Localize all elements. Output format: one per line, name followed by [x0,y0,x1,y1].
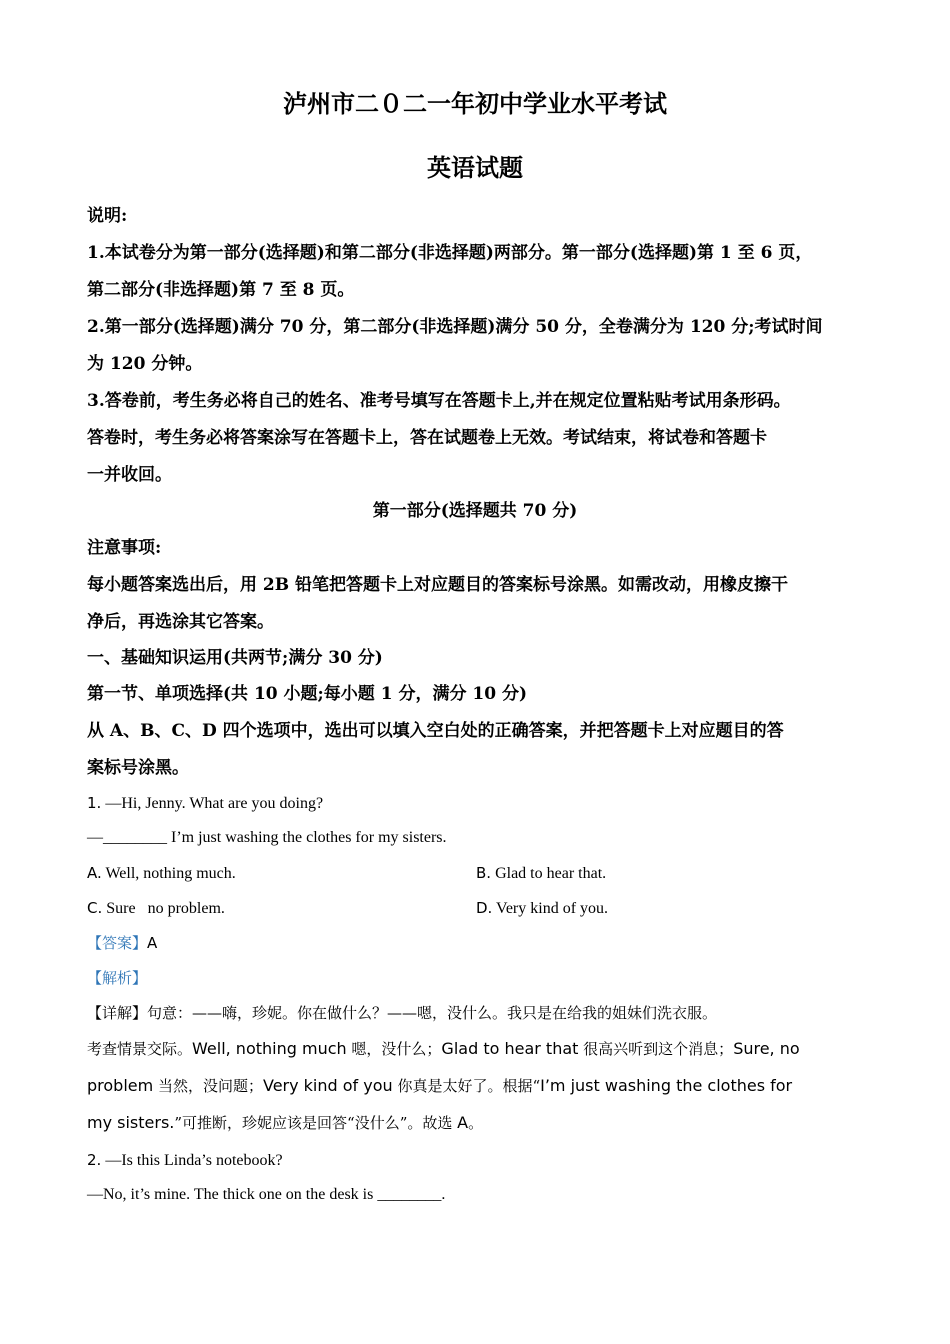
notice-line: 每小题答案选出后，用 2B 铅笔把答题卡上对应题目的答案标号涂黑。如需改动，用橡皮擦干 [87,575,789,595]
expl-english: I’m just washing the clothes for [540,1076,793,1095]
option-text: Glad to hear that. [495,865,607,882]
question-line: —Hi, Jenny. What are you doing? [105,795,324,812]
explanation-line [87,1075,792,1097]
question-line: —Is this Linda’s notebook? [105,1152,283,1169]
subsection-heading: 第一节、单项选择(共 10 小题;每小题 1 分，满分 10 分) [87,684,528,704]
instruction-line: 一并收回。 [87,465,172,485]
page-subtitle: 英语试题 [427,153,523,182]
direction-line: 从 A、B、C、D 四个选项中，选出可以填入空白处的正确答案，并把答题卡上对应题目的答 [87,721,784,741]
expl-text: 你真是太好了。根据“ [392,1077,541,1095]
expl-text: 很高兴听到这个消息； [578,1040,734,1058]
section-heading: 一、基础知识运用(共两节;满分 30 分) [87,648,383,668]
expl-english: problem [87,1076,154,1095]
explanation-line [87,1112,483,1134]
instruction-line: 1.本试卷分为第一部分(选择题)和第二部分(非选择题)两部分。第一部分(选择题)第 1 至 6 页， [87,243,813,263]
notice-heading: 注意事项: [87,538,162,558]
option-a [87,862,236,885]
expl-text: ”可推断，珍妮应该是回答“没什么”。故选 [174,1114,458,1132]
instruction-line: 3.答卷前，考生务必将自己的姓名、准考号填写在答题卡上,并在规定位置粘贴考试用条形码。 [87,391,791,411]
option-text: Sure no problem. [106,900,225,917]
instructions-heading: 说明: [87,206,128,226]
question-number: 1. [87,794,102,812]
explanation-line [87,1038,865,1060]
expl-text: 嗯，没什么； [346,1040,442,1058]
option-text: Well, nothing much. [105,865,236,882]
option-c [87,897,225,920]
option-letter: A. [87,864,102,882]
option-text: Very kind of you. [496,900,609,917]
detail-line [87,1002,717,1024]
expl-english: Well, nothing much [192,1039,347,1058]
expl-english: my sisters. [87,1113,175,1132]
expl-english: Glad to hear that [441,1039,579,1058]
analysis-tag: 【解析】 [87,969,148,987]
instruction-line: 答卷时，考生务必将答案涂写在答题卡上，答在试题卷上无效。考试结束，将试卷和答题卡 [87,428,767,448]
answer-line [87,932,157,954]
expl-english: A [457,1113,469,1132]
expl-english: Sure, no [733,1039,800,1058]
part1-heading: 第一部分(选择题共 70 分) [372,501,578,521]
answer-tag: 【答案】 [87,934,148,952]
question-number: 2. [87,1151,102,1169]
option-letter: D. [476,899,493,917]
page-title: 泸州市二０二一年初中学业水平考试 [283,89,667,118]
option-letter: B. [476,864,492,882]
question-line: —No, it’s mine. The thick one on the desk is ________. [87,1186,446,1203]
direction-line: 案标号涂黑。 [87,758,189,778]
question-line: —________ I’m just washing the clothes for my sisters. [87,829,447,846]
notice-line: 净后，再选涂其它答案。 [87,612,274,632]
instruction-line: 为 120 分钟。 [87,354,203,374]
answer-value: A [147,934,158,952]
question-2 [87,1149,283,1172]
option-letter: C. [87,899,103,917]
detail-text: 句意：——嗨，珍妮。你在做什么？——嗯，没什么。我只是在给我的姐妹们洗衣服。 [147,1004,718,1022]
expl-english: Very kind of you [262,1076,393,1095]
question-1 [87,792,323,815]
option-b [476,862,606,885]
instruction-line: 第二部分(非选择题)第 7 至 8 页。 [87,280,355,300]
detail-tag: 【详解】 [87,1004,148,1022]
expl-text: 考查情景交际。 [87,1040,193,1058]
instruction-line: 2.第一部分(选择题)满分 70 分，第二部分(非选择题)满分 50 分，全卷满分为 120 分;考试时间 [87,317,823,337]
option-d [476,897,608,920]
expl-text: 当然，没问题； [153,1077,263,1095]
expl-text: 。 [468,1114,484,1132]
